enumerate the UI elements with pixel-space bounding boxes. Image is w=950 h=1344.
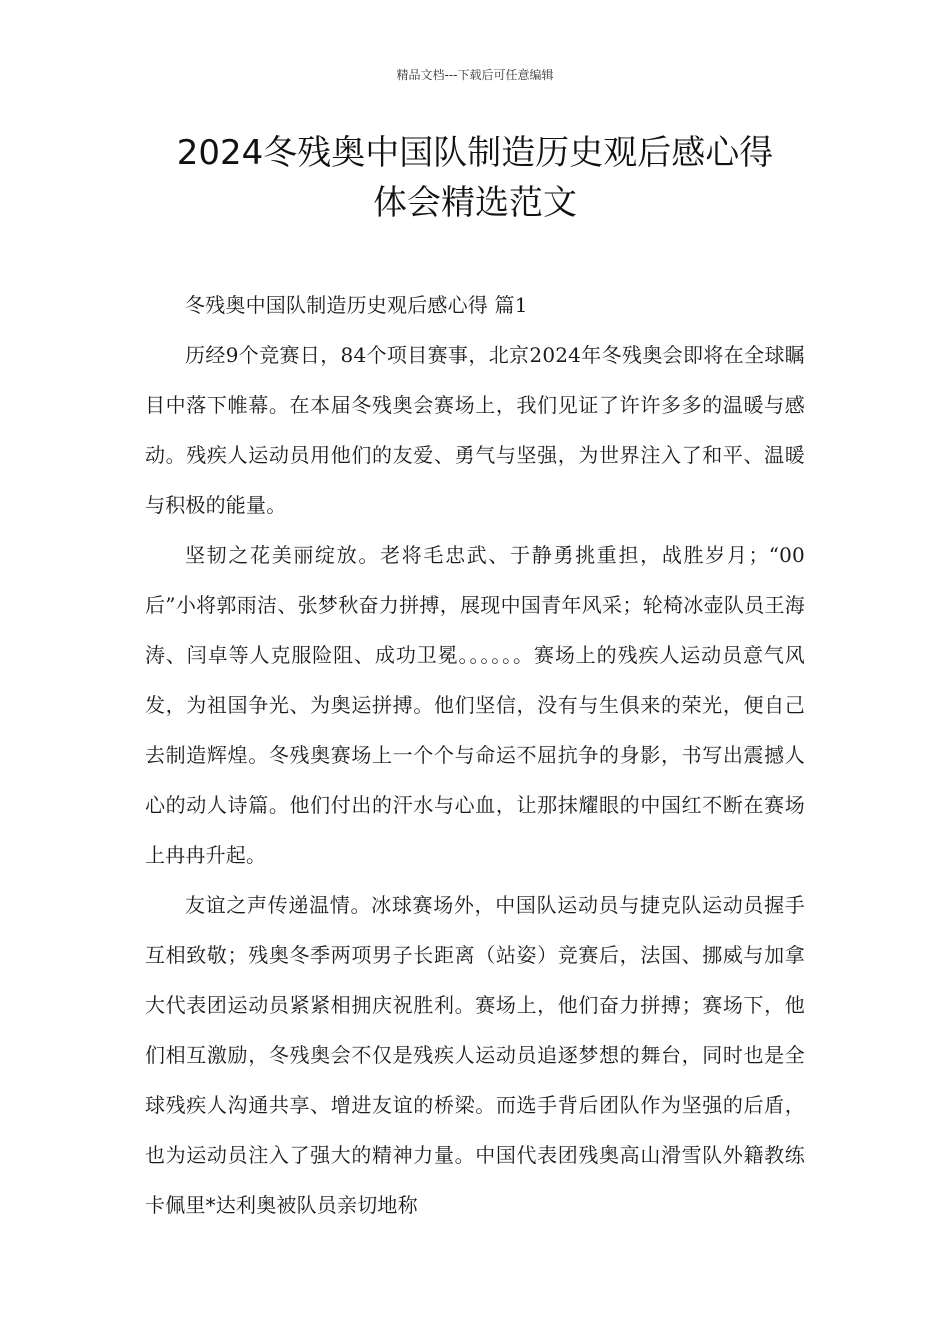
document-body [145, 280, 805, 1230]
document-title [120, 128, 830, 228]
paragraph-2: 坚韧之花美丽绽放。老将毛忠武、于静勇挑重担，战胜岁月；“00后”小将郭雨洁、张梦秋奋力拼搏，展现中国青年风采；轮椅冰壶队员王海涛、闫卓等人克服险阻、成功卫冕。。。。。。赛场上的残疾人运动员意气风发，为祖国争光、为奥运拼搏。他们坚信，没有与生俱来的荣光，便自己去制造辉煌。冬残奥赛场上一个个与命运不屈抗争的身影，书写出震撼人心的动人诗篇。他们付出的汗水与心血，让那抹耀眼的中国红不断在赛场上冉冉升起。 [145, 543, 805, 867]
paragraph-3: 友谊之声传递温情。冰球赛场外，中国队运动员与捷克队运动员握手互相致敬；残奥冬季两项男子长距离（站姿）竞赛后，法国、挪威与加拿大代表团运动员紧紧相拥庆祝胜利。赛场上，他们奋力拼搏；赛场下，他们相互激励，冬残奥会不仅是残疾人运动员追逐梦想的舞台，同时也是全球残疾人沟通共享、增进友谊的桥梁。而选手背后团队作为坚强的后盾，也为运动员注入了强大的精神力量。中国代表团残奥高山滑雪队外籍教练卡佩里*达利奥被队员亲切地称 [145, 893, 805, 1217]
header-note: 精品文档---下载后可任意编辑 [396, 68, 554, 82]
paragraph-1: 历经9个竞赛日，84个项目赛事，北京2024年冬残奥会即将在全球瞩目中落下帷幕。在本届冬残奥会赛场上，我们见证了许许多多的温暖与感动。残疾人运动员用他们的友爱、勇气与坚强，为世界注入了和平、温暖与积极的能量。 [145, 343, 805, 517]
title-line-1: 2024冬残奥中国队制造历史观后感心得 [176, 133, 774, 173]
section-heading: 冬残奥中国队制造历史观后感心得 篇1 [185, 293, 528, 317]
title-line-2: 体会精选范文 [373, 183, 577, 223]
